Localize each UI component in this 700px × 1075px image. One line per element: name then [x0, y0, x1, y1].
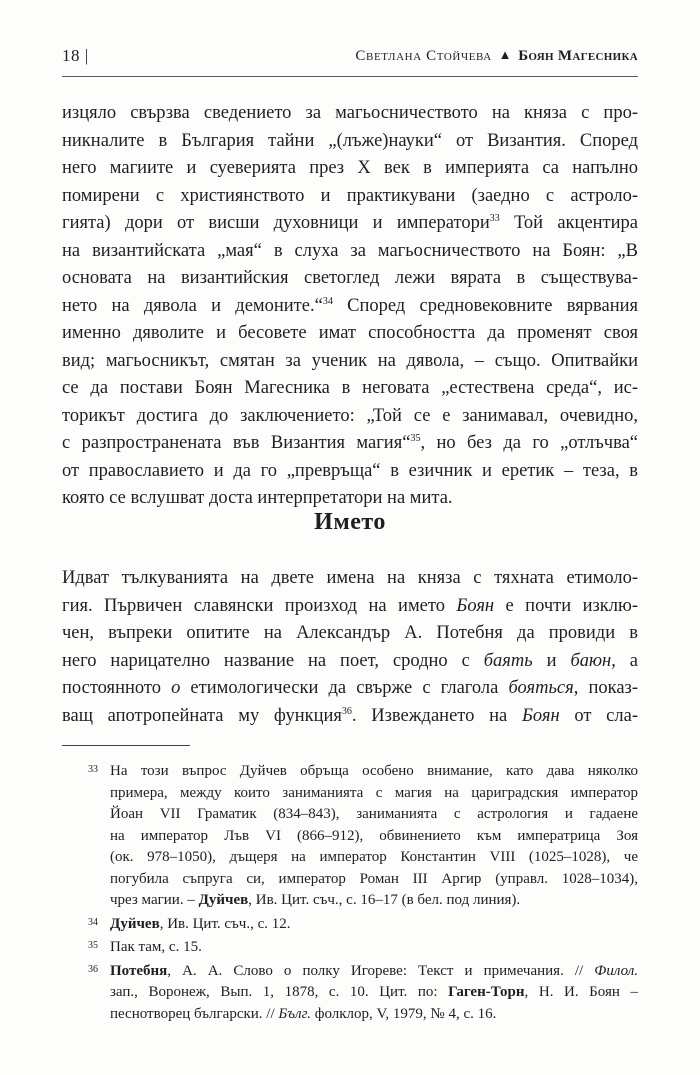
text-line: именно дяволите и бесовете имат способността да променят своя: [62, 323, 638, 343]
footnote-number: 36: [88, 963, 98, 975]
footnote-33: [62, 761, 638, 912]
text-line: постоянното о етимологически да свърже с глагола бояться, показ-: [62, 678, 639, 698]
footnote-number: 34: [88, 916, 98, 928]
text-line: помирени с християнството и практикувани (заедно с астроло-: [62, 185, 638, 206]
footnote-line: примера, между които заниманията с магия на цариградския император: [110, 784, 638, 801]
footnote-34: [62, 914, 638, 936]
text-line: от православието и да го „превръща“ в езичник и еретик – теза, в: [62, 460, 638, 481]
footnote-line: погубила съпруга си, император Роман III Аргир (управл. 1028–1034),: [110, 870, 638, 887]
footnote-number: 35: [88, 940, 98, 951]
footnote-divider: [62, 745, 190, 746]
book-title: Боян Магесника: [518, 48, 638, 64]
footnote-line: Йоан VII Граматик (834–843), заниманията с астрология и гадаене: [110, 806, 638, 822]
footnotes: [62, 761, 638, 1027]
text-line: нето на дявола и демоните.“$^{34}$ Според средновековните вярвания: [62, 295, 639, 316]
footnote-number: 33: [88, 764, 98, 775]
footnote-ref[interactable]: 35: [410, 432, 421, 444]
author-name: Светлана Стойчева: [355, 48, 492, 64]
text-line: с разпространената във Византия магия“$^{35}$, но без да го „отлъчва“: [62, 432, 638, 453]
text-line: него магиите и суеверията през Х век в империята са напълно: [62, 158, 638, 178]
text-line: на византийската „мая“ в слуха за магьосничеството на Боян: „В: [62, 240, 638, 261]
footnote-35: [62, 937, 638, 959]
footnote-line: Потебня, А. А. Слово о полку Игореве: Текст и примечания. // Филол.: [110, 962, 638, 979]
text-line: никналите в България тайни „(лъже)науки“ от Византия. Според: [62, 130, 638, 151]
running-header: [62, 42, 638, 77]
footnote-line: Дуйчев, Ив. Цит. съч., с. 12.: [110, 915, 291, 932]
footnote-line: песнотворец български. // Бълг. фолклор, V, 1979, № 4, с. 16.: [110, 1005, 497, 1022]
text-line: Идват тълкуванията на двете имена на княза с тяхната етимоло-: [62, 568, 638, 588]
running-title: [355, 48, 638, 65]
text-line: него нарицателно название на поет, сродно с баять и баюн, а: [62, 650, 638, 671]
footnote-line: чрез магии. – Дуйчев, Ив. Цит. съч., с. 16–17 (в бел. под линия).: [110, 892, 521, 908]
page-number: 18 |: [62, 46, 89, 65]
footnote-ref[interactable]: 36: [341, 705, 352, 717]
section-heading: Името: [314, 509, 386, 535]
text-line: гията) дори от висши духовници и императори$^{33}$ Той акцентира: [62, 212, 638, 233]
text-line: ващ апотропейната му функция$^{36}$. Извеждането на Боян от сла-: [62, 705, 638, 726]
footnote-line: Пак там, с. 15.: [110, 939, 202, 955]
text-line: гия. Първичен славянски произход на името Боян е почти изклю-: [62, 595, 638, 616]
paragraph-1: [62, 100, 638, 513]
text-line: чен, въпреки опитите на Александър А. Потебня да провиди в: [62, 623, 638, 643]
text-line: вид; магьосникът, смятан за ученик на дявола, – също. Опитвайки: [62, 350, 638, 371]
text-line: торикът достига до заключението: „Той се е занимавал, очевидно,: [62, 405, 638, 426]
footnote-line: зап., Воронеж, Вып. 1, 1878, с. 10. Цит. по: Гаген-Торн, Н. И. Боян –: [110, 984, 638, 1000]
footnote-36: [62, 961, 638, 1026]
footnote-line: на император Лъв VI (866–912), обвинението към императрица Зоя: [110, 827, 638, 844]
text-line: която се вслушват доста интерпретатори на мита.: [62, 488, 453, 508]
text-line: основата на византийския светоглед лежи вярата в съществува-: [62, 268, 638, 288]
triangle-icon: ▲: [498, 47, 512, 62]
text-line: изцяло свързва сведението за магьосничеството на княза с про-: [62, 103, 638, 123]
footnote-line: На този въпрос Дуйчев обръща особено внимание, като дава няколко: [110, 763, 638, 779]
footnote-line: (ок. 978–1050), дъщеря на император Константин VIII (1025–1028), че: [110, 849, 638, 865]
text-line: се да постави Боян Магесника в неговата „естествена среда“, ис-: [62, 378, 638, 398]
footnote-ref[interactable]: 34: [322, 295, 333, 307]
paragraph-2: [62, 565, 638, 730]
footnote-ref[interactable]: 33: [489, 212, 500, 224]
